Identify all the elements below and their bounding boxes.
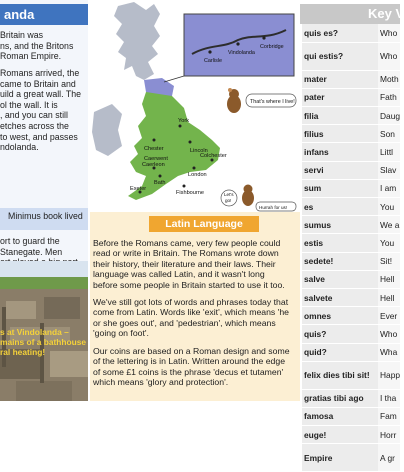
english-meaning: Happ	[378, 361, 400, 389]
latin-word: sum	[302, 179, 378, 197]
vocabulary-row	[302, 407, 400, 425]
city-dot	[183, 185, 186, 188]
vocabulary-row	[302, 88, 400, 106]
place-caerleon: Caerleon	[142, 162, 165, 168]
english-meaning: We a	[378, 216, 400, 234]
ireland-region	[92, 104, 122, 156]
city-dot	[208, 50, 211, 53]
text-line: came to Britain and	[0, 78, 76, 89]
place-corbridge: Corbridge	[260, 44, 284, 50]
english-meaning: Fam	[378, 407, 400, 425]
mouse-character-icon	[227, 88, 241, 113]
text-line: Before the Romans came, very few people could	[93, 238, 281, 248]
text-line: language was called Latin, and it wasn't long	[93, 269, 265, 280]
english-meaning: I am	[378, 179, 400, 197]
inset-pointer	[164, 76, 184, 82]
text-line: Stanegate. Men	[0, 246, 63, 257]
scotland-region	[114, 2, 160, 80]
text-line: Britain was	[0, 30, 44, 40]
latin-word: salvete	[302, 288, 378, 306]
latin-word: es	[302, 198, 378, 216]
vindolanda-photo	[0, 261, 88, 401]
city-dot	[236, 42, 239, 45]
text-line: 'going on foot'.	[93, 328, 149, 339]
vocabulary-row	[302, 216, 400, 234]
text-line: uild a great wall. The	[0, 89, 82, 100]
left-highlight-band	[0, 208, 88, 230]
vocabulary-row	[302, 288, 400, 306]
britain-map	[88, 0, 300, 212]
english-meaning: Sit!	[378, 252, 400, 270]
text-line: or she goes out', and 'pedestrian', which means	[93, 317, 276, 328]
latin-word: salve	[302, 270, 378, 288]
english-meaning: Who	[378, 42, 400, 70]
left-column	[0, 0, 88, 401]
vocabulary-table	[302, 24, 400, 472]
place-vindolanda: Vindolanda	[228, 50, 255, 56]
english-meaning: I tha	[378, 389, 400, 407]
left-paragraph-2	[0, 68, 88, 153]
english-meaning: You	[378, 198, 400, 216]
place-fishbourne: Fishbourne	[176, 190, 204, 196]
vocabulary-row	[302, 198, 400, 216]
speech-text: That's where I live!	[250, 99, 295, 105]
vocabulary-row	[302, 24, 400, 42]
text-line: Roman Empire.	[0, 51, 62, 62]
text-line: ns, and the Britons	[0, 40, 74, 51]
place-chester: Chester	[144, 146, 164, 152]
english-meaning: Slav	[378, 161, 400, 179]
vocabulary-row	[302, 70, 400, 88]
english-meaning: Fath	[378, 88, 400, 106]
latin-word: gratias tibi ago	[302, 389, 378, 407]
english-meaning: Horr	[378, 426, 400, 444]
vocabulary-row	[302, 307, 400, 325]
latin-word: felix dies tibi sit!	[302, 361, 378, 389]
english-meaning: Who	[378, 24, 400, 42]
text-line: to west, and passes	[0, 131, 78, 142]
speech-text: Let's	[224, 192, 234, 197]
latin-word: Empire	[302, 444, 378, 472]
vocabulary-row	[302, 444, 400, 472]
vocabulary-row	[302, 161, 400, 179]
vocabulary-row	[302, 426, 400, 444]
english-meaning: A gr	[378, 444, 400, 472]
place-bath: Bath	[154, 180, 166, 186]
vocabulary-row	[302, 143, 400, 161]
vocabulary-row	[302, 179, 400, 197]
english-meaning: Who	[378, 325, 400, 343]
place-york: York	[178, 118, 189, 124]
english-meaning: Ever	[378, 307, 400, 325]
text-line: ndolanda.	[0, 142, 39, 153]
place-carlisle: Carlisle	[204, 58, 222, 64]
left-section-title: anda	[0, 4, 88, 25]
left-paragraph-1	[0, 30, 88, 62]
text-line: before some people in Britain started to use it too.	[93, 279, 285, 290]
vocabulary-row	[302, 389, 400, 407]
city-dot	[262, 36, 265, 39]
english-meaning: You	[378, 234, 400, 252]
place-london: London	[188, 172, 207, 178]
english-meaning: Wha	[378, 343, 400, 361]
latin-word: infans	[302, 143, 378, 161]
text-line: ol the wall. It is	[0, 99, 58, 110]
place-caerwent: Caerwent	[144, 156, 168, 162]
text-line: come from Latin. Words like 'exit', which means 'he	[93, 307, 290, 318]
vocabulary-row	[302, 343, 400, 361]
english-meaning: Hell	[378, 288, 400, 306]
city-dot	[153, 139, 156, 142]
text-line: Minimus book lived	[8, 211, 83, 221]
latin-language-title: Latin Language	[149, 216, 259, 232]
vocabulary-row	[302, 125, 400, 143]
vocabulary-row	[302, 234, 400, 252]
vocabulary-row	[302, 107, 400, 125]
text-line: , and you can still	[0, 110, 68, 121]
caption-line: ral heating!	[0, 347, 46, 358]
latin-word: euge!	[302, 426, 378, 444]
latin-paragraph-1	[93, 238, 298, 290]
key-vocabulary-title: Key V	[300, 4, 400, 24]
latin-word: servi	[302, 161, 378, 179]
caption-line: mains of a bathhouse	[0, 337, 87, 348]
latin-word: filia	[302, 107, 378, 125]
city-dot	[159, 175, 162, 178]
english-meaning: Littl	[378, 143, 400, 161]
photo-caption	[0, 327, 88, 358]
place-lincoln: Lincoln	[190, 148, 208, 154]
latin-word: sedete!	[302, 252, 378, 270]
latin-word: mater	[302, 70, 378, 88]
place-exeter: Exeter	[130, 186, 147, 192]
vocabulary-row	[302, 252, 400, 270]
vocabulary-row	[302, 361, 400, 389]
speech-text: Hurrah for us!	[259, 205, 288, 210]
latin-paragraph-2	[93, 297, 298, 339]
place-colchester: Colchester	[200, 153, 227, 159]
latin-word: omnes	[302, 307, 378, 325]
latin-word: sumus	[302, 216, 378, 234]
text-line: We've still got lots of words and phrases today that	[93, 297, 289, 307]
text-line: which means 'glory and protection'.	[93, 377, 229, 388]
text-line: etches across the	[0, 120, 69, 131]
speech-text: go!	[225, 198, 232, 203]
text-line: of the lettering is in Latin. Written around the edge	[93, 356, 286, 367]
vocabulary-row	[302, 42, 400, 70]
latin-word: pater	[302, 88, 378, 106]
latin-word: filius	[302, 125, 378, 143]
caption-line: s at Vindolanda –	[0, 327, 69, 337]
latin-paragraph-3	[93, 346, 298, 388]
english-meaning: Daug	[378, 107, 400, 125]
text-line: ort to guard the	[0, 236, 60, 246]
text-line: read or write in Britain. The Romans wrote down	[93, 248, 279, 259]
text-line: Romans arrived, the	[0, 68, 80, 78]
vocabulary-row	[302, 325, 400, 343]
latin-word: famosa	[302, 407, 378, 425]
english-meaning: Son	[378, 125, 400, 143]
latin-word: estis	[302, 234, 378, 252]
vocabulary-row	[302, 270, 400, 288]
mouse-character-icon	[242, 185, 254, 207]
latin-word: quis?	[302, 325, 378, 343]
city-dot	[193, 167, 196, 170]
text-line: their history, their literature and their laws. Their	[93, 258, 276, 269]
england-wales-region	[128, 92, 220, 200]
text-line: Our coins are based on a Roman design and some	[93, 346, 290, 356]
text-line: of some £1 coins is the phrase 'decus et tutamen'	[93, 366, 284, 377]
latin-word: quid?	[302, 343, 378, 361]
english-meaning: Moth	[378, 70, 400, 88]
latin-word: quis es?	[302, 24, 378, 42]
city-dot	[189, 141, 192, 144]
city-dot	[179, 125, 182, 128]
latin-word: qui estis?	[302, 42, 378, 70]
english-meaning: Hell	[378, 270, 400, 288]
